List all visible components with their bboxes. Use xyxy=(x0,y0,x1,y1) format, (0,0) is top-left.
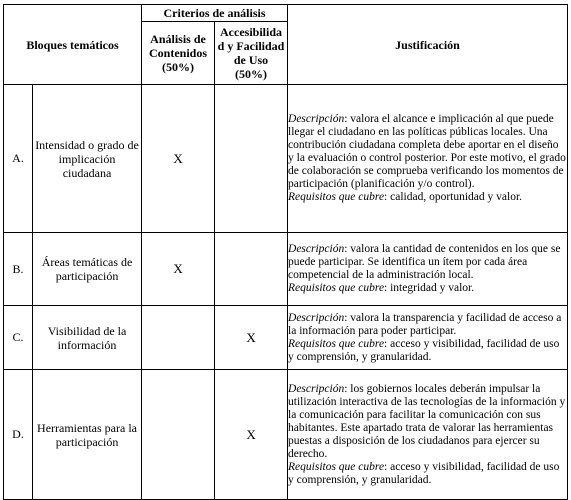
row-mark-access: X xyxy=(215,370,288,500)
description-text: : los gobiernos locales deberán impulsar la utilización interactiva de las tecnologías de la información y la comunicación para facilitar la comunicación con sus habitantes. Este apartado trata de valorar las herramientas puestas a disposición de los ciudadanos para ejercer su derecho. xyxy=(288,382,566,460)
row-mark-access: X xyxy=(215,306,288,370)
description-text: : valora la transparencia y facilidad de acceso a la información para poder participar. xyxy=(288,311,562,337)
row-justification xyxy=(288,85,568,233)
table-row-a xyxy=(4,85,568,233)
description-label: Descripción xyxy=(288,311,345,324)
requirements-label: Requisitos que cubre xyxy=(288,337,385,350)
header-justificacion: Justificación xyxy=(288,5,568,85)
header-acc-weight: (50%) xyxy=(235,67,268,81)
requirements-label: Requisitos que cubre xyxy=(288,191,385,203)
header-row-top xyxy=(4,5,568,22)
description-label: Descripción xyxy=(288,113,345,125)
row-justification xyxy=(288,233,568,306)
row-mark-access xyxy=(215,233,288,306)
table-row-d xyxy=(4,370,568,500)
description-label: Descripción xyxy=(288,382,345,395)
row-mark-analysis xyxy=(142,306,215,370)
row-block-name: Áreas temáticas de participación xyxy=(33,233,142,306)
row-letter: D. xyxy=(4,370,33,500)
requirements-text: : calidad, oportunidad y valor. xyxy=(384,191,523,203)
requirements-text: : acceso y visibilidad, facilidad de uso y comprensión, y granularidad. xyxy=(288,337,560,363)
row-block-name: Herramientas para la participación xyxy=(33,370,142,500)
header-analisis-line2: Contenidos xyxy=(149,46,208,60)
requirements-label: Requisitos que cubre xyxy=(288,282,385,294)
row-letter: B. xyxy=(4,233,33,306)
row-mark-analysis: X xyxy=(142,233,215,306)
header-acc-line3: de Uso xyxy=(233,53,269,67)
requirements-label: Requisitos que cubre xyxy=(288,460,385,473)
description-text: : valora la cantidad de contenidos en los que se puede participar. Se identifica un ítem por cada área competencial de la administración local. xyxy=(288,243,561,281)
row-mark-analysis: X xyxy=(142,85,215,233)
row-block-name: Visibilidad de la información xyxy=(33,306,142,370)
description-label: Descripción xyxy=(288,243,345,255)
header-acc-line2: d y Facilidad xyxy=(217,39,285,53)
header-analisis-weight: (50%) xyxy=(162,60,195,74)
header-analisis-line1: Análisis de xyxy=(150,32,206,46)
row-justification xyxy=(288,306,568,370)
row-mark-analysis xyxy=(142,370,215,500)
header-analisis-contenidos xyxy=(142,22,215,85)
row-letter: C. xyxy=(4,306,33,370)
table-row-b xyxy=(4,233,568,306)
header-criterios: Criterios de análisis xyxy=(142,5,288,22)
header-bloques-tematicos: Bloques temáticos xyxy=(4,5,142,85)
description-text: : valora el alcance e implicación al que puede llegar el ciudadano en las políticas públicas locales. Una contribución ciudadana completa debe aportar en el diseño y la evaluación o control posterior. Por este motivo, el grado de colaboración se comprueba verificando los momentos de participación (planificación y/o control). xyxy=(288,113,566,190)
requirements-text: : integridad y valor. xyxy=(384,282,475,294)
analysis-criteria-table xyxy=(3,4,568,500)
table-row-c xyxy=(4,306,568,370)
row-block-name: Intensidad o grado de implicación ciudadana xyxy=(33,85,142,233)
header-accesibilidad xyxy=(215,22,288,85)
requirements-text: : acceso y visibilidad, facilidad de uso y comprensión, y granularidad. xyxy=(288,460,560,486)
row-mark-access xyxy=(215,85,288,233)
header-acc-line1: Accesibilida xyxy=(220,25,283,39)
row-letter: A. xyxy=(4,85,33,233)
row-justification xyxy=(288,370,568,500)
